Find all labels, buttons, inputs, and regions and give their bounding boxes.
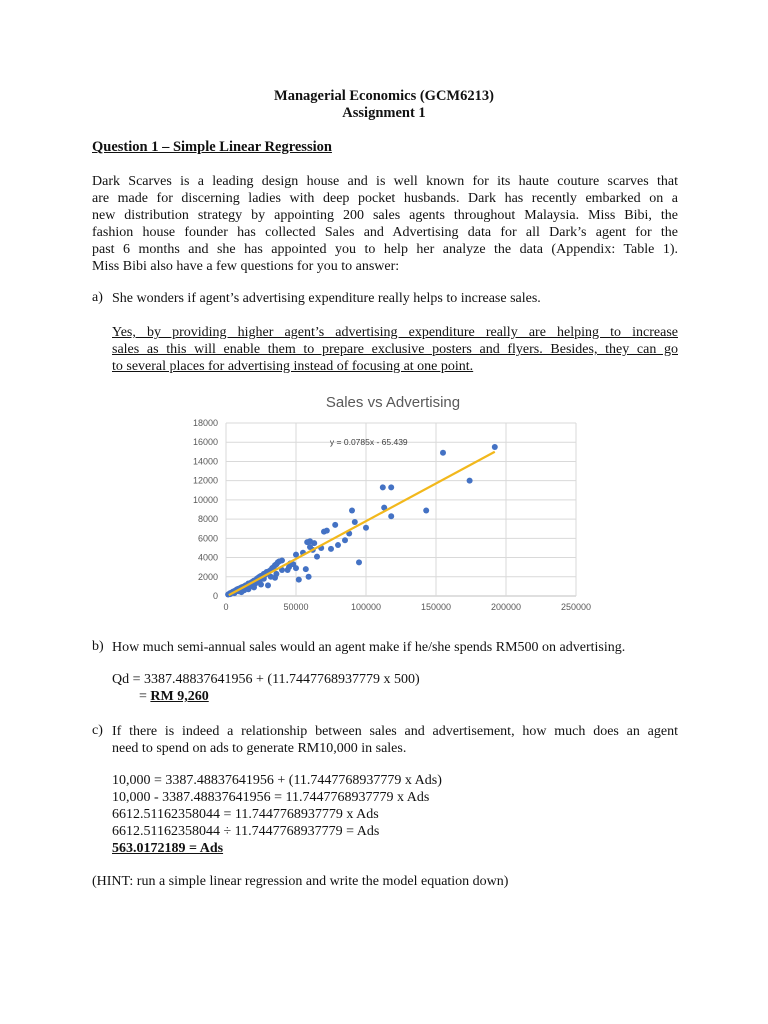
data-point [293,565,299,571]
data-point [363,525,369,531]
x-tick-label: 200000 [490,602,522,612]
data-point [311,540,317,546]
x-tick-label: 100000 [350,602,382,612]
part-b-equation-2 [139,689,209,705]
y-axis-tick-labels [193,418,218,601]
y-tick-label: 8000 [197,514,218,525]
part-a-answer [112,324,678,375]
intro-line: new distribution strategy by appointing 200 sales agents throughout Malaysia. Miss Bibi, the [92,208,678,223]
data-point [265,582,271,588]
part-a-label: a) [92,290,103,305]
sales-vs-advertising-chart [176,384,594,616]
data-point [279,557,285,563]
calc-step: 10,000 - 3387.48837641956 = 11.7447768937779 x Ads [112,790,430,805]
data-point [423,507,429,513]
y-tick-label: 12000 [192,475,218,486]
data-point [349,507,355,513]
data-point [440,450,446,456]
data-point [303,566,309,572]
part-b-equation-1: Qd = 3387.48837641956 + (11.7447768937779 x 500) [112,672,420,687]
chart-gridlines [226,423,576,596]
data-point [332,522,338,528]
x-tick-label: 250000 [560,602,592,612]
calc-step: 10,000 = 3387.48837641956 + (11.7447768937779 x Ads) [112,773,442,788]
y-tick-label: 10000 [192,494,218,505]
question-title: Question 1 – Simple Linear Regression [92,139,332,155]
data-point [492,444,498,450]
equals-sign: = [139,689,151,704]
course-title: Managerial Economics (GCM6213) [274,88,494,104]
data-point [324,528,330,534]
intro-line: fashion house founder has collected Sales and Advertising data for all Dark’s agent for the [92,225,678,240]
intro-paragraph [92,173,678,275]
data-point [388,513,394,519]
calc-step: 6612.51162358044 ÷ 11.7447768937779 = Ads [112,824,380,839]
part-c-steps [112,772,678,857]
chart-title: Sales vs Advertising [325,394,461,411]
part-c-answer: 563.0172189 = Ads [112,841,224,856]
data-point [335,542,341,548]
intro-line: are made for discerning ladies with deep pocket husbands. Dark has recently embarked on a [92,191,678,206]
part-a-question: She wonders if agent’s advertising expenditure really helps to increase sales. [112,291,541,306]
assignment-title: Assignment 1 [342,105,426,121]
part-b-answer: RM 9,260 [150,689,209,704]
data-point [306,574,312,580]
part-c-label: c) [92,723,103,738]
y-tick-label: 0 [212,591,218,601]
question-line: If there is indeed a relationship between sales and advertisement, how much does an agent [112,724,678,739]
data-point [467,478,473,484]
data-point [314,554,320,560]
answer-line: sales as this will enable them to prepare exclusive posters and flyers. Besides, they can go [112,342,678,357]
trendline [229,452,495,595]
part-b-question: How much semi-annual sales would an agent make if he/she spends RM500 on advertising. [112,640,626,655]
data-point [352,519,358,525]
question-line: need to spend on ads to generate RM10,000 in sales. [112,741,407,756]
hint-text: (HINT: run a simple linear regression and write the model equation down) [92,874,509,889]
x-tick-label: 0 [223,602,229,612]
answer-line: Yes, by providing higher agent’s advertising expenditure really are helping to increase [112,325,678,340]
data-point [380,484,386,490]
data-point [388,484,394,490]
data-point [328,546,334,552]
part-c-question [112,723,678,757]
part-b-label: b) [92,639,104,654]
intro-line: Dark Scarves is a leading design house and is well known for its haute couture scarves that [92,174,678,189]
intro-line: past 6 months and she has appointed you to help her analyze the data (Appendix: Table 1). [92,242,678,257]
y-tick-label: 2000 [197,571,218,582]
y-tick-label: 18000 [192,418,218,428]
x-tick-label: 50000 [283,602,309,612]
y-tick-label: 16000 [192,437,218,448]
trendline-equation: y = 0.0785x - 65.439 [329,437,408,448]
calc-step: 6612.51162358044 = 11.7447768937779 x Ads [112,807,379,822]
data-point [356,559,362,565]
x-tick-label: 150000 [420,602,452,612]
answer-line: to several places for advertising instead of focusing at one point. [112,359,474,374]
x-axis-tick-labels [223,602,591,612]
data-point [342,537,348,543]
y-tick-label: 6000 [197,533,218,544]
intro-line: Miss Bibi also have a few questions for you to answer: [92,259,400,274]
y-tick-label: 14000 [192,456,218,467]
y-tick-label: 4000 [197,552,218,563]
data-point [296,577,302,583]
